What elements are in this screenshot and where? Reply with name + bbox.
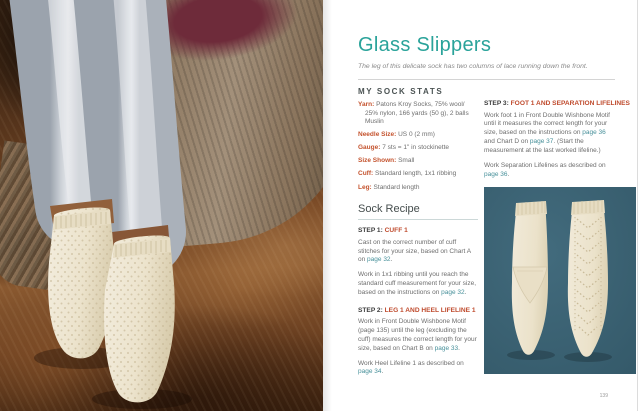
step-paragraph: Work foot 1 in Front Double Wishbone Motif until it measures the correct length for your size, based on the instructions on page 36 and Chart D on page 37. (Start the measurement at the last worked lifeline.) [484, 111, 610, 154]
stat-label: Size Shown: [358, 157, 397, 165]
stat-value: Patons Kroy Socks, 75% wool/ 25% nylon, 166 yards (50 g), 2 balls Muslin [365, 101, 469, 126]
page-number: 139 [599, 393, 608, 399]
stat-label: Needle Size: [358, 131, 397, 139]
step-heading [358, 227, 478, 236]
step-label: STEP 1: [358, 227, 383, 235]
stats-heading: MY SOCK STATS [358, 87, 444, 96]
page-reference-link: page 37 [529, 138, 554, 146]
page-edge [637, 0, 638, 411]
page-reference-link: page 33 [434, 344, 459, 352]
stat-value: 7 sts = 1" in stockinette [382, 144, 450, 152]
stat-value: Small [398, 157, 415, 165]
page-reference-link: page 36 [484, 170, 508, 178]
step-label: STEP 2: [358, 306, 383, 314]
step-1 [358, 227, 478, 298]
step-title: FOOT 1 AND SEPARATION LIFELINES [510, 100, 630, 107]
step-title: LEG 1 AND HEEL LIFELINE 1 [384, 306, 476, 314]
step-paragraph: Work in 1x1 ribbing until you reach the standard cuff measurement for your size, based on the instructions on page 32. [358, 271, 477, 296]
left-column [358, 80, 478, 383]
page-reference-link: page 34 [358, 368, 382, 376]
step-paragraph: Work Heel Lifeline 1 as described on page 34. [358, 359, 464, 376]
recipe-heading: Sock Recipe [358, 203, 420, 216]
page-reference-link: page 32 [441, 288, 465, 296]
page-subtitle: The leg of this delicate sock has two columns of lace running down the front. [358, 63, 588, 70]
page-reference-link: page 36 [582, 129, 606, 137]
step-heading [358, 307, 478, 316]
step-paragraph: Work in Front Double Wishbone Motif (page 135) until the leg (excluding the cuff) measures the correct length for your size, based on Chart B on page 33. [358, 318, 477, 352]
stat-size-shown [358, 157, 478, 166]
stat-label: Cuff: [358, 170, 374, 178]
stat-value: Standard length, 1x1 ribbing [374, 170, 457, 178]
stat-cuff [358, 170, 478, 179]
stat-value: Standard length [373, 183, 420, 191]
step-title: CUFF 1 [384, 227, 408, 235]
step-2 [358, 307, 478, 378]
stat-value: US 0 (2 mm) [398, 131, 435, 139]
sock-photo [484, 187, 636, 374]
page-title: Glass Slippers [358, 34, 492, 56]
stat-yarn [358, 101, 478, 127]
right-column [484, 80, 636, 383]
step-heading [484, 100, 636, 109]
pattern-page [323, 0, 640, 411]
stat-leg [358, 184, 478, 193]
flat-socks-illustration [484, 187, 636, 374]
divider [358, 219, 478, 220]
step-label: STEP 3: [484, 100, 509, 107]
step-3 [484, 100, 636, 179]
stat-label: Yarn: [358, 101, 375, 108]
step-paragraph: Work Separation Lifelines as described on page 36. [484, 161, 606, 178]
stat-label: Leg: [358, 183, 372, 191]
stat-label: Gauge: [358, 144, 381, 152]
stat-needle-size [358, 131, 478, 140]
step-paragraph: Cast on the correct number of cuff stitches for your size, based on Chart A on page 32. [358, 238, 471, 264]
page-reference-link: page 32 [367, 256, 391, 264]
stat-gauge [358, 144, 478, 153]
